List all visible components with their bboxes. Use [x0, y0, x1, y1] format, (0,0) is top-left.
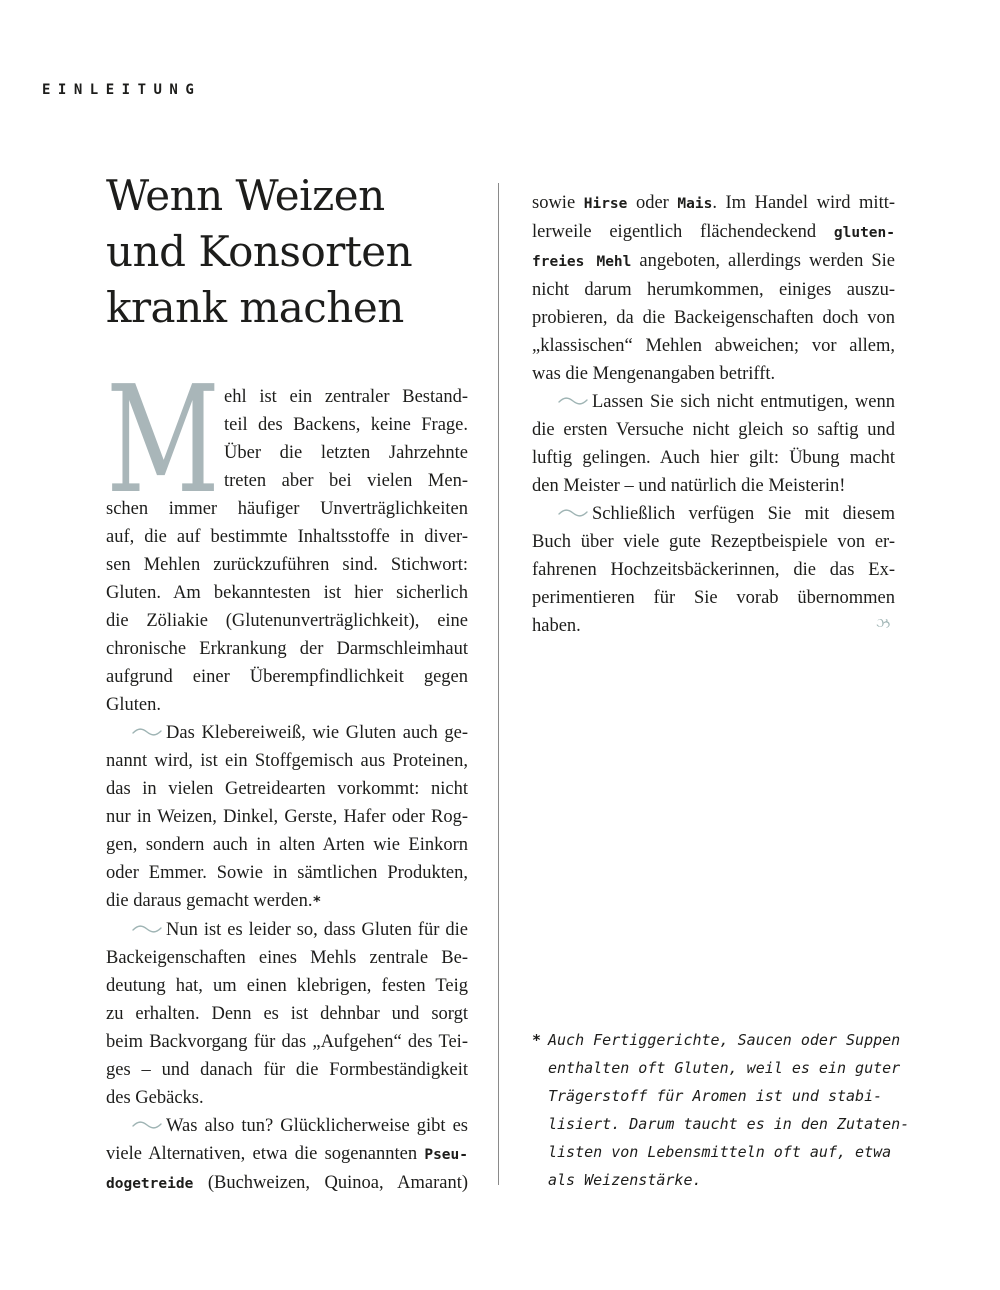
- text-line: deutung hat, um einen klebrigen, festen Teig: [106, 976, 468, 996]
- text-line: nur in Weizen, Dinkel, Gerste, Hafer oder Rog-: [106, 807, 468, 827]
- text-line-content: lerweile eigentlich flächendeckend: [532, 222, 817, 242]
- term-highlight: Pseu-: [424, 1147, 468, 1163]
- title-line: krank machen: [106, 283, 404, 332]
- text-line-content: Schließlich verfügen Sie mit diesem: [592, 504, 895, 524]
- text-line: [106, 1112, 468, 1140]
- text-line: Backeigenschaften eines Mehls zentrale Be-: [106, 948, 468, 968]
- footnote-line: lisiert. Darum taucht es in den Zutaten-: [548, 1115, 910, 1133]
- text-line-content: sowie: [532, 193, 576, 213]
- text-line: ehl ist ein zentraler Bestand-: [224, 387, 468, 407]
- text-line: ges – und danach für die Formbeständigkeit: [106, 1060, 468, 1080]
- text-line-content: viele Alternativen, etwa die sogenannten: [106, 1144, 418, 1164]
- footnote: [532, 1026, 910, 1194]
- footnote-line: listen von Lebensmitteln oft auf, etwa: [548, 1143, 892, 1161]
- text-line: probieren, da die Backeigenschaften doch von: [532, 308, 895, 328]
- text-line: aufgrund einer Überempfindlichkeit gegen: [106, 667, 468, 687]
- text-line-content: (Buchweizen, Quinoa, Amarant): [207, 1173, 469, 1193]
- end-of-text-icon: ઝ: [876, 614, 891, 632]
- text-line: [532, 218, 895, 247]
- text-line-content: Das Klebereiweiß, wie Gluten auch ge-: [166, 723, 468, 743]
- text-line: den Meister – und natürlich die Meisterin!: [532, 476, 846, 496]
- tilde-swash-icon: [558, 508, 588, 518]
- text-line-content: oder: [635, 193, 669, 213]
- text-line-content: Was also tun? Glücklicherweise gibt es: [166, 1116, 468, 1136]
- footnote-line: als Weizenstärke.: [548, 1171, 702, 1189]
- text-line: was die Mengenangaben betrifft.: [532, 364, 776, 384]
- footnote-star: *: [532, 1031, 542, 1049]
- text-line: Gluten. Am bekanntesten ist hier sicherlich: [106, 583, 468, 603]
- tilde-swash-icon: [558, 396, 588, 406]
- text-line: zu erhalten. Denn es ist dehnbar und sorgt: [106, 1004, 468, 1024]
- drop-cap-letter: M: [106, 379, 220, 499]
- text-line: auf, die auf bestimmte Inhaltsstoffe in diver-: [106, 527, 468, 547]
- text-line: [106, 719, 468, 747]
- section-label: EINLEITUNG: [42, 82, 202, 98]
- text-line: treten aber bei vielen Men-: [224, 471, 468, 491]
- text-line-content: Lassen Sie sich nicht entmutigen, wenn: [592, 392, 895, 412]
- text-line: des Gebäcks.: [106, 1088, 204, 1108]
- text-line: haben.: [532, 616, 581, 636]
- text-line: Gluten.: [106, 695, 161, 715]
- text-line-content: angeboten, allerdings werden Sie: [639, 251, 896, 271]
- term-highlight: Mais: [677, 196, 713, 212]
- term-highlight: freies Mehl: [532, 254, 632, 270]
- text-line: schen immer häufiger Unverträglichkeiten: [106, 499, 468, 519]
- footnote-line: enthalten oft Gluten, weil es ein guter: [548, 1059, 901, 1077]
- title-line: und Konsorten: [106, 227, 413, 276]
- footnote-line: Trägerstoff für Aromen ist und stabi-: [548, 1087, 883, 1105]
- text-line: [532, 388, 895, 416]
- page-title: [106, 168, 486, 336]
- text-line-content: . Im Handel wird mitt-: [712, 193, 896, 213]
- tilde-swash-icon: [132, 924, 162, 934]
- text-line: [106, 1169, 468, 1198]
- text-line: teil des Backens, keine Frage.: [224, 415, 468, 435]
- text-line-content: die daraus gemacht werden.: [106, 891, 313, 911]
- text-line: das in vielen Getreidearten vorkommt: nicht: [106, 779, 468, 799]
- text-line: oder Emmer. Sowie in sämtlichen Produkten,: [106, 863, 468, 883]
- footnote-marker: *: [312, 894, 322, 910]
- text-line: nannt wird, ist ein Stoffgemisch aus Proteinen,: [106, 751, 468, 771]
- term-highlight: dogetreide: [106, 1176, 194, 1192]
- text-line: gen, sondern auch in alten Arten wie Einkorn: [106, 835, 468, 855]
- footnote-line: Auch Fertiggerichte, Saucen oder Suppen: [548, 1031, 901, 1049]
- text-line: [532, 500, 895, 528]
- text-line: fahrenen Hochzeitsbäckerinnen, die das Ex-: [532, 560, 895, 580]
- text-line: „klassischen“ Mehlen abweichen; vor allem,: [532, 336, 895, 356]
- text-line: perimentieren für Sie vorab übernommen: [532, 588, 895, 608]
- text-line: [106, 887, 468, 916]
- text-line: [532, 189, 895, 218]
- term-highlight: Hirse: [583, 196, 628, 212]
- text-line: die ersten Versuche nicht gleich so saftig und: [532, 420, 895, 440]
- term-highlight: gluten-: [833, 225, 895, 241]
- text-line: luftig gelingen. Auch hier gilt: Übung macht: [532, 448, 895, 468]
- text-line: beim Backvorgang für das „Aufgehen“ des Tei-: [106, 1032, 468, 1052]
- tilde-swash-icon: [132, 1120, 162, 1130]
- right-column: [532, 189, 895, 640]
- text-line: [106, 1140, 468, 1169]
- left-column: [106, 383, 468, 1198]
- text-line: [106, 916, 468, 944]
- text-line: Buch über viele gute Rezeptbeispiele von er-: [532, 532, 895, 552]
- text-line: nicht darum herumkommen, einiges auszu-: [532, 280, 895, 300]
- text-line: Über die letzten Jahrzehnte: [224, 443, 468, 463]
- text-line: sen Mehlen zurückzuführen sind. Stichwort:: [106, 555, 468, 575]
- text-line: [532, 247, 895, 276]
- tilde-swash-icon: [132, 727, 162, 737]
- title-line: Wenn Weizen: [106, 171, 385, 220]
- text-line-content: Nun ist es leider so, dass Gluten für die: [166, 920, 468, 940]
- text-line: chronische Erkrankung der Darmschleimhaut: [106, 639, 468, 659]
- text-line: die Zöliakie (Glutenunverträglichkeit), eine: [106, 611, 468, 631]
- column-divider: [498, 183, 499, 1185]
